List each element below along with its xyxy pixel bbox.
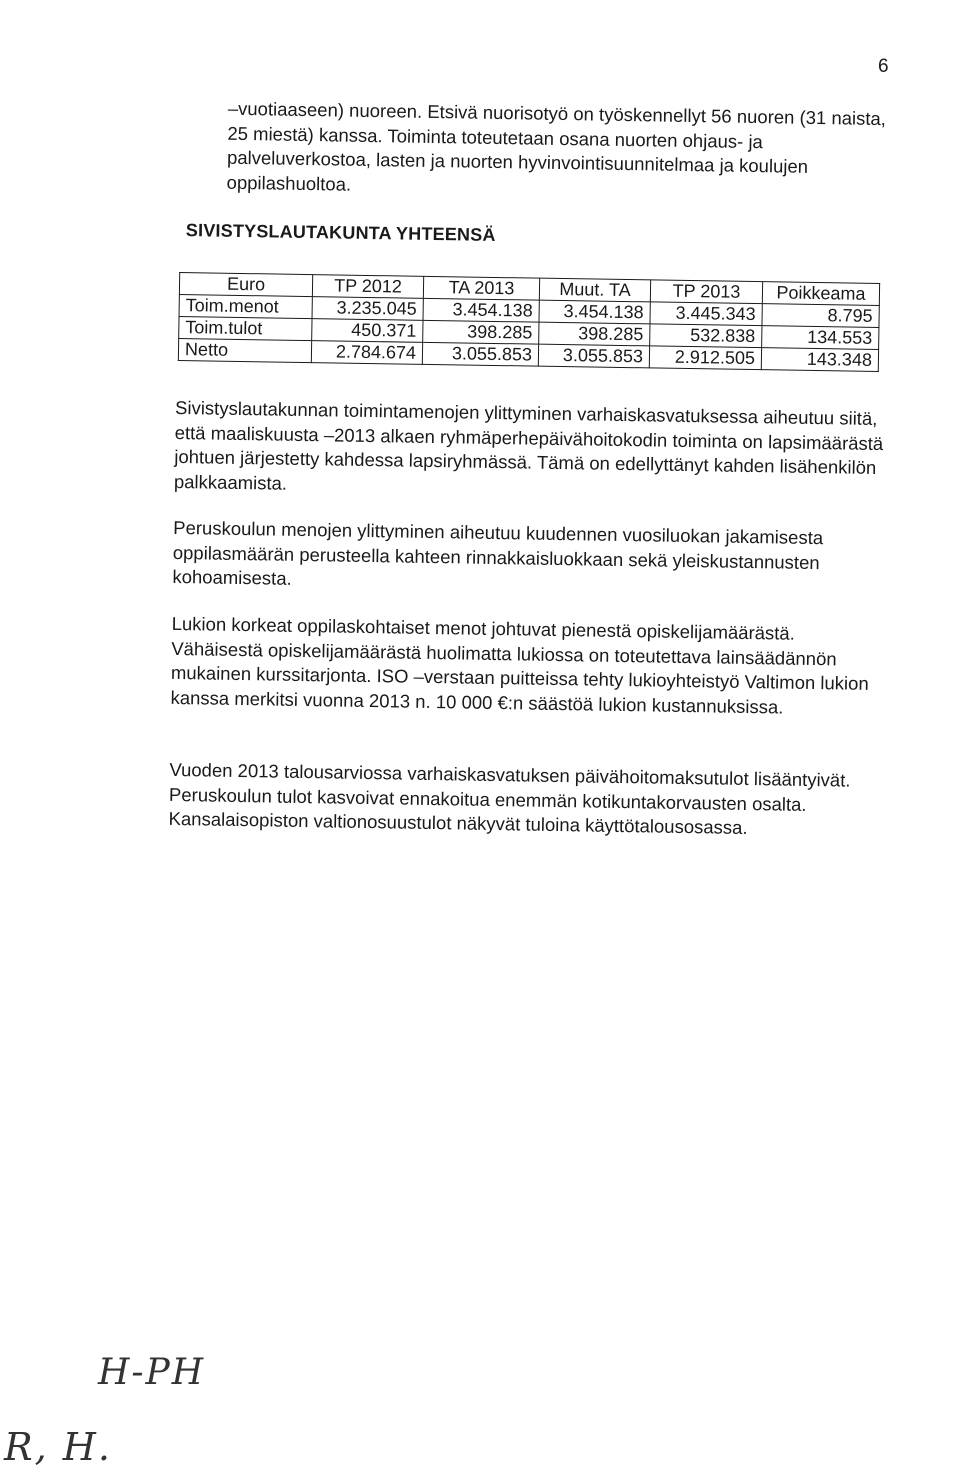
table-cell: 398.285: [539, 322, 650, 346]
intro-paragraph: –vuotiaaseen) nuoreen. Etsivä nuorisotyö on työskennellyt 56 nuoren (31 naista, 25 miestä) kanssa. Toiminta toteutetaan osana nuorten ohjaus- ja palveluverkostoa, lasten ja nuorten hyvinvointisuunnitelmaa ja koulujen oppilashuoltoa.: [226, 97, 887, 195]
section-heading: SIVISTYSLAUTAKUNTA YHTEENSÄ: [185, 220, 496, 245]
header-cell-euro: Euro: [179, 273, 312, 297]
paragraph-peruskoulu: Peruskoulun menojen ylittyminen aiheutuu kuudennen vuosiluokan jakamisesta oppilasmäärän perusteella kahteen rinnakkaisluokkaan sekä yleiskustannusten kohoamisesta.: [172, 516, 824, 589]
paragraph-talousarvio: Vuoden 2013 talousarviossa varhaiskasvatuksen päivähoitomaksutulot lisääntyivät. Peruskoulun tulot kasvoivat ennakoitua enemmän kotikuntakorvausten osalta. Kansalaisopiston valtionosuustulot näkyvät tuloina käyttötalousosassa.: [168, 758, 851, 839]
table-cell: 134.553: [762, 326, 879, 350]
table-cell: 3.055.853: [538, 344, 649, 368]
table-cell: 3.055.853: [422, 342, 538, 366]
table-cell: 143.348: [761, 348, 878, 372]
handwritten-initials-rh: R, H.: [4, 1425, 112, 1469]
table-cell: 450.371: [312, 319, 423, 343]
table-cell: 2.784.674: [311, 341, 422, 365]
table-cell: 532.838: [650, 324, 762, 348]
paragraph-lukio: Lukion korkeat oppilaskohtaiset menot johtuvat pienestä opiskelijamäärästä. Vähäisestä opiskelijamäärästä huolimatta lukiossa on toteutettava lainsäädännön mukainen kurssitarjonta. ISO –verstaan puitteissa tehty lukioyhteistyö Valtimon lukion kanssa merkitsi vuonna 2013 n. 10 000 €:n säästöä lukion kustannuksissa.: [170, 612, 869, 718]
handwritten-initials-hph: H-PH: [98, 1352, 206, 1393]
header-cell-tp2012: TP 2012: [312, 275, 423, 299]
table-cell: 3.235.045: [312, 297, 423, 321]
row-label: Netto: [178, 339, 311, 363]
header-cell-muut-ta: Muut. TA: [539, 278, 650, 302]
table-cell: 398.285: [423, 320, 539, 344]
budget-summary-table: [178, 272, 880, 372]
paragraph-varhaiskasvatus: Sivistyslautakunnan toimintamenojen ylittyminen varhaiskasvatuksessa aiheutuu siitä, että maaliskuusta –2013 alkaen ryhmäperhepäivähoitokodin toiminta on lapsimäärästä johtuen järjestetty kahdessa lapsiryhmässä. Tämä on edellyttänyt kahden lisähenkilön palkkaamista.: [173, 396, 884, 494]
header-cell-poikkeama: Poikkeama: [762, 282, 879, 306]
table-cell: 3.445.343: [650, 302, 762, 326]
header-cell-tp2013: TP 2013: [650, 280, 762, 304]
table-cell: 3.454.138: [423, 298, 539, 322]
page-number: 6: [878, 56, 889, 77]
row-label: Toim.tulot: [179, 317, 312, 341]
table-cell: 8.795: [762, 304, 879, 328]
header-cell-ta2013: TA 2013: [423, 276, 539, 300]
document-body: [168, 96, 889, 839]
table-cell: 3.454.138: [539, 300, 650, 324]
table-cell: 2.912.505: [649, 346, 761, 370]
row-label: Toim.menot: [179, 295, 312, 319]
